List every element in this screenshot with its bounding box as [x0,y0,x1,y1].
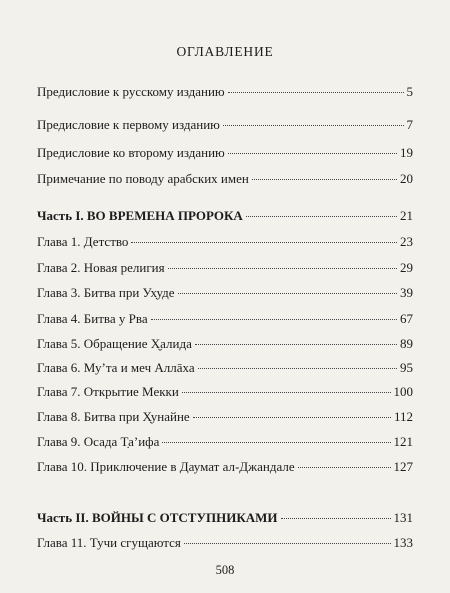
toc-entry-label: Глава 9. Осада Т̣а’ифа [37,434,160,449]
toc-entry-page: 19 [400,145,413,160]
toc-entry [37,171,413,187]
toc-entry-page: 20 [400,171,413,186]
toc-entry-page: 21 [400,208,413,223]
toc-entry-label: Глава 11. Тучи сгущаются [37,535,181,550]
toc-entry-label: Глава 2. Новая религия [37,260,165,275]
toc-entry-label: Предисловие к первому изданию [37,117,220,132]
dot-leader [252,179,397,180]
dot-leader [281,518,391,519]
dot-leader [168,268,397,269]
page-title: ОГЛАВЛЕНИЕ [176,44,274,59]
toc-entry-page: 100 [393,384,413,399]
toc-entry [37,409,413,425]
toc-entry-page: 67 [400,311,413,326]
toc-entry-label: Глава 5. Обращение Х̮алида [37,336,192,351]
toc-entry-page: 95 [400,360,413,375]
toc-entry-page: 7 [406,117,413,132]
toc-entry [37,459,413,475]
dot-leader [178,293,397,294]
dot-leader [162,442,390,443]
toc-entry [37,384,413,400]
toc-entry [37,336,413,352]
dot-leader [151,319,397,320]
dot-leader [298,467,391,468]
toc-entry-page: 89 [400,336,413,351]
toc-entry [37,434,413,450]
dot-leader [182,392,391,393]
toc-entry-page: 29 [400,260,413,275]
toc-entry-page: 39 [400,285,413,300]
toc-entry-label: Примечание по поводу арабских имен [37,171,249,186]
dot-leader [228,92,404,93]
page-number: 508 [215,563,235,577]
toc-entry-label: Глава 10. Приключение в Даумат ал-Джандале [37,459,295,474]
toc-part-entry [37,510,413,526]
toc-entry [37,311,413,327]
toc-entry-page: 121 [393,434,413,449]
dot-leader [223,125,404,126]
toc-entry [37,535,413,551]
toc-entry-label: Глава 7. Открытие Мекки [37,384,179,399]
toc-entry [37,234,413,250]
dot-leader [228,153,397,154]
toc-entry-label: Часть I. ВО ВРЕМЕНА ПРОРОКА [37,208,243,223]
toc-entry [37,145,413,161]
toc-entry-label: Глава 8. Битва при Х̣унайне [37,409,190,424]
toc-entry [37,285,413,301]
toc-entry-page: 127 [393,459,413,474]
toc-entry-label: Глава 4. Битва у Рва [37,311,148,326]
dot-leader [195,344,397,345]
toc-entry [37,260,413,276]
dot-leader [246,216,397,217]
toc-entry [37,360,413,376]
toc-entry-page: 131 [393,510,413,525]
toc-entry [37,117,413,133]
toc-entry-page: 112 [393,409,413,424]
toc-entry-page: 5 [406,84,413,99]
toc-entry-label: Предисловие ко второму изданию [37,145,225,160]
toc-part-entry [37,208,413,224]
dot-leader [193,417,391,418]
toc-entry-label: Глава 3. Битва при Ух̣уде [37,285,175,300]
toc-entry-label: Глава 1. Детство [37,234,129,249]
toc-entry-label: Часть II. ВОЙНЫ С ОТСТУПНИКАМИ [37,510,278,525]
dot-leader [198,368,397,369]
dot-leader [184,543,391,544]
toc-entry-page: 23 [400,234,413,249]
toc-entry-label: Глава 6. Му’та и меч Аллāха [37,360,195,375]
dot-leader [131,242,397,243]
toc-entry-page: 133 [393,535,413,550]
toc-entry [37,84,413,100]
toc-entry-label: Предисловие к русскому изданию [37,84,225,99]
